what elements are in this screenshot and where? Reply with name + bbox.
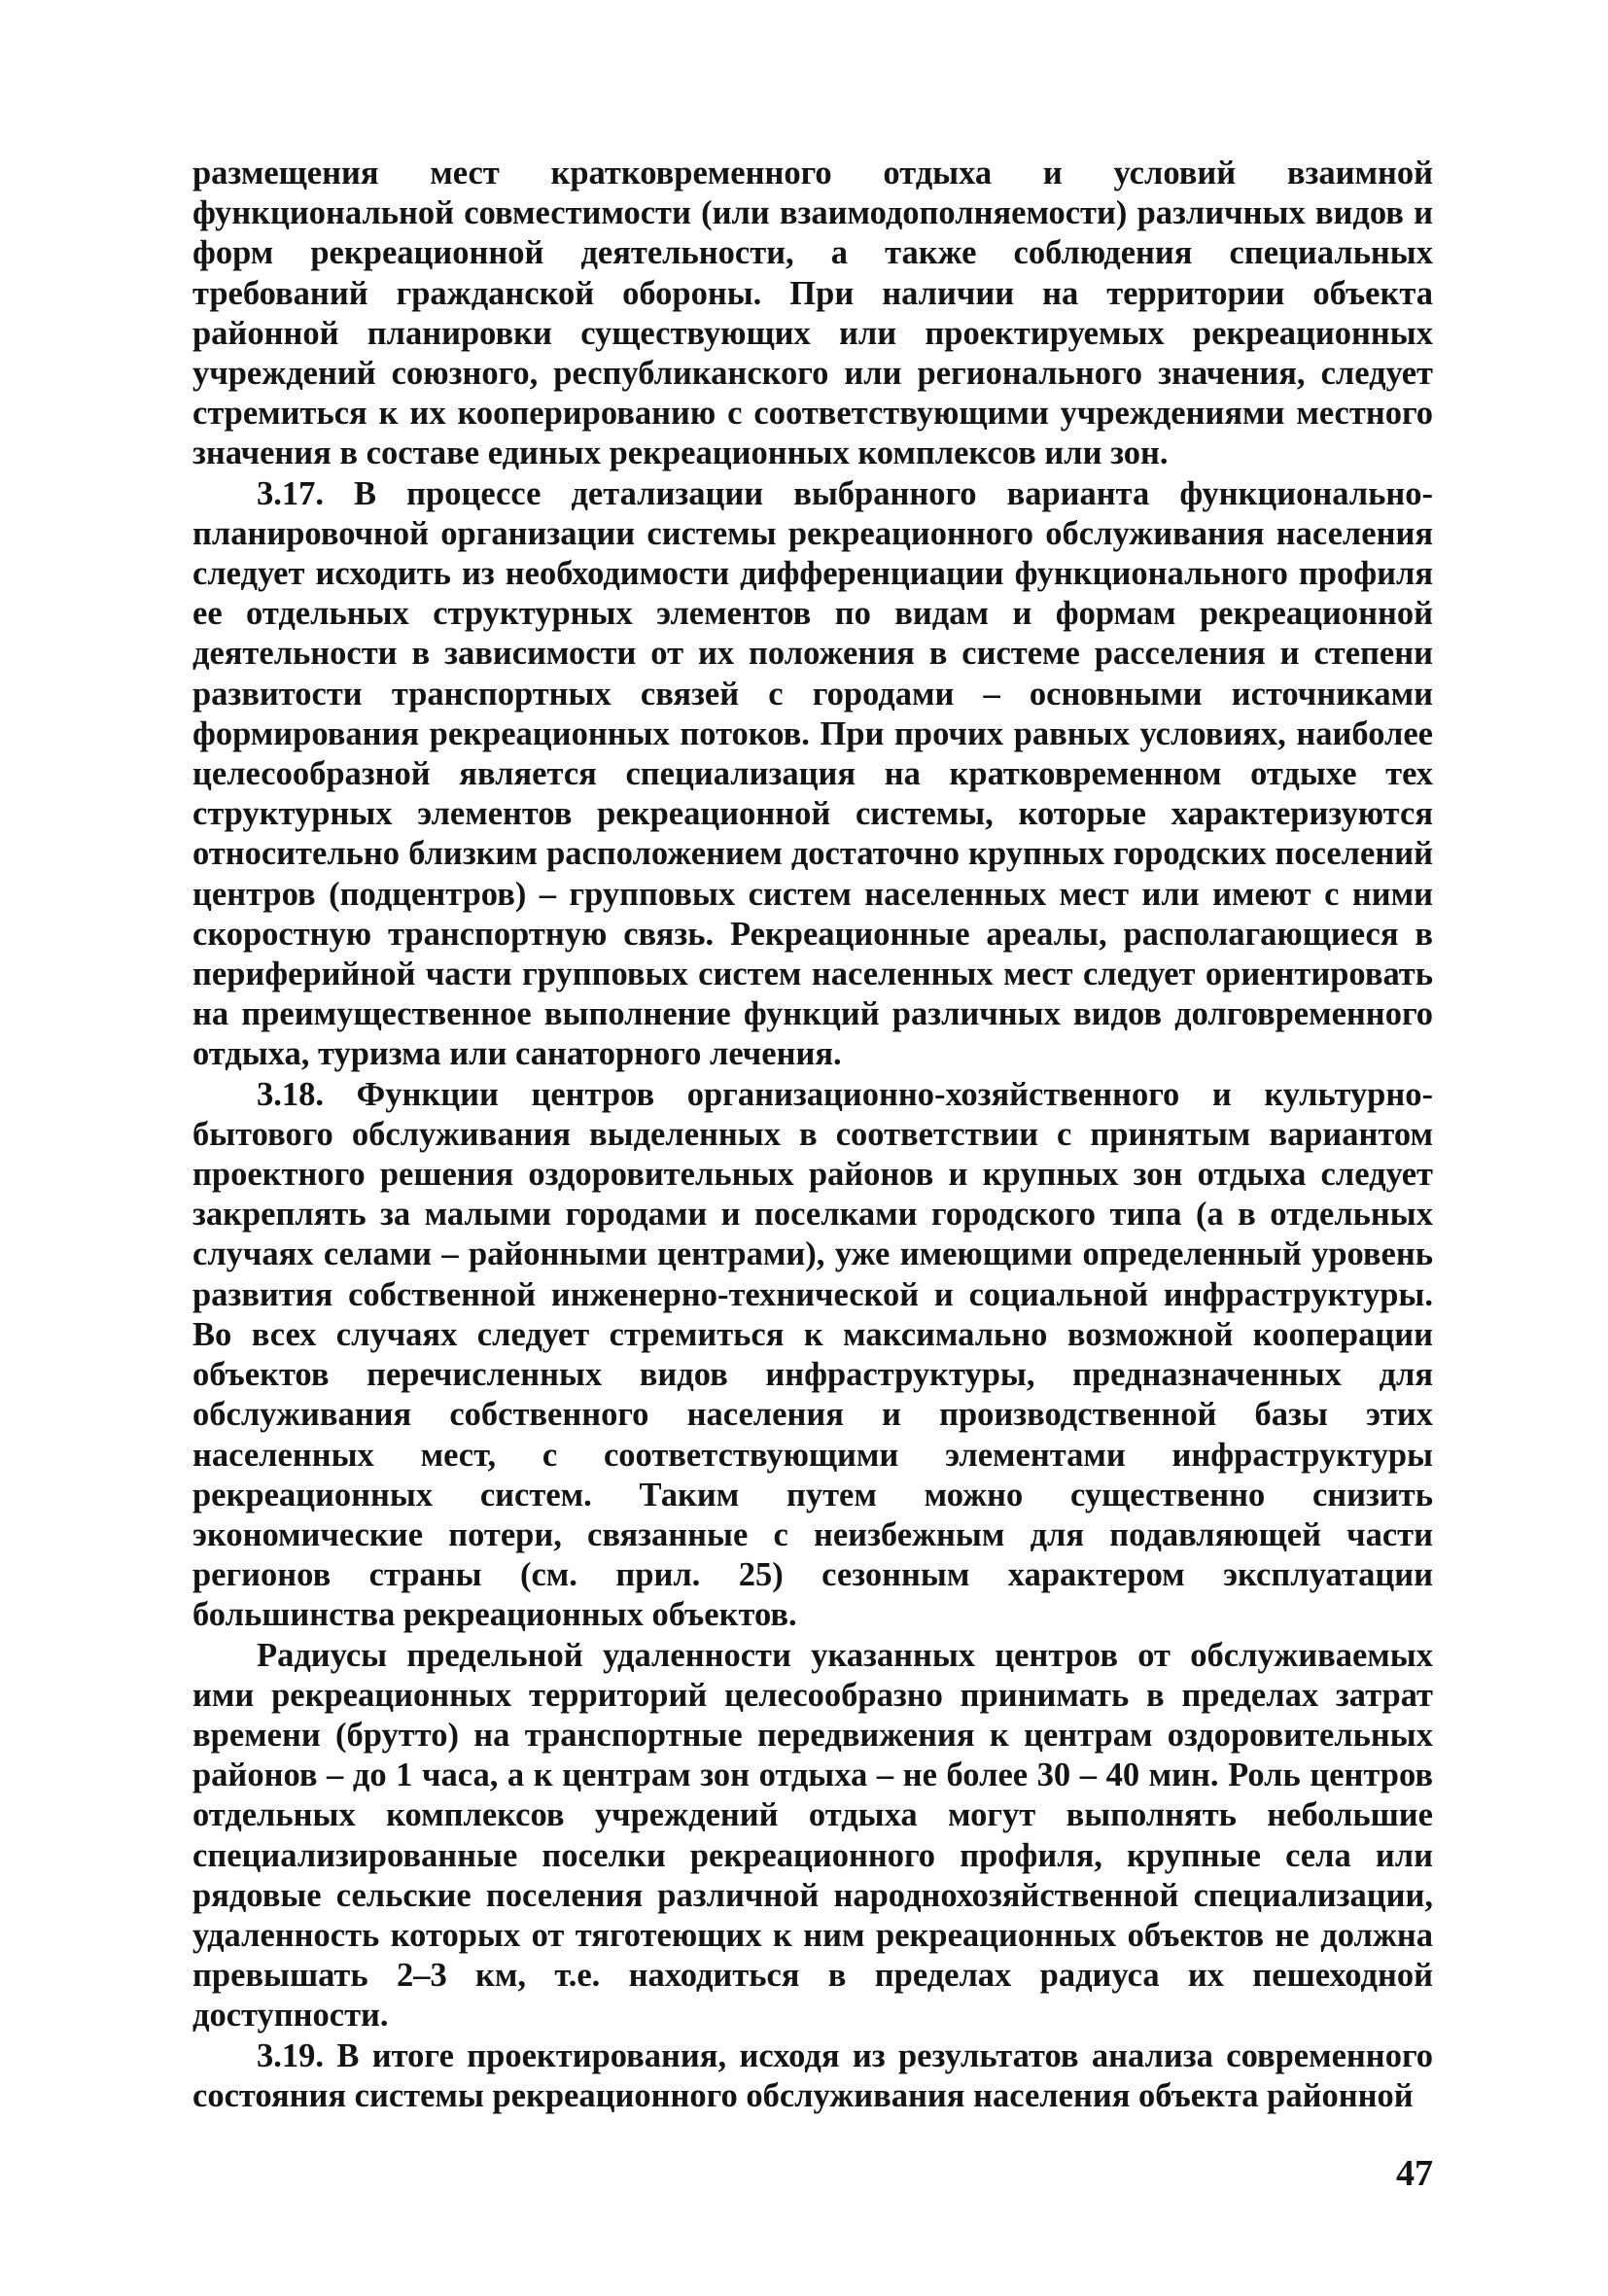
paragraph-3-19: 3.19. В итоге проектирования, исходя из результатов анализа современного состояния системы рекреационного обслуживания населения объекта районной [192, 2036, 1433, 2114]
body-text [192, 154, 1433, 2116]
paragraph-3-17: 3.17. В процессе детализации выбранного варианта функционально-планировочной организации системы рекреационного обслуживания населения следует исходить из необходимости дифференциации функционального профиля ее отдельных структурных элементов по видам и формам рекреационной деятельности в зависимости от их положения в системе расселения и степени развитости транспортных связей с городами – основными источниками формирования рекреационных потоков. При прочих равных условиях, наиболее целесообразной является специализация на кратковременном отдыхе тех структурных элементов рекреационной системы, которые характеризуются относительно близким расположением достаточно крупных городских поселений центров (подцентров) – групповых систем населенных мест или имеют с ними скоростную транспортную связь. Рекреационные ареалы, располагающиеся в периферийной части групповых систем населенных мест следует ориентировать на преимущественное выполнение функций различных видов долговременного отдыха, туризма или санаторного лечения. [192, 474, 1433, 1073]
paragraph-3-18: 3.18. Функции центров организационно-хозяйственного и культурно-бытового обслуживания выделенных в соответствии с принятым вариантом проектного решения оздоровительных районов и крупных зон отдыха следует закреплять за малыми городами и поселками городского типа (а в отдельных случаях селами – районными центрами), уже имеющими определенный уровень развития собственной инженерно-технической и социальной инфраструктуры. Во всех случаях следует стремиться к максимально возможной кооперации объектов перечисленных видов инфраструктуры, предназначенных для обслуживания собственного населения и производственной базы этих населенных мест, с соответствующими элементами инфраструктуры рекреационных систем. Таким путем можно существенно снизить экономические потери, связанные с неизбежным для подавляющей части регионов страны (см. прил. 25) сезонным характером эксплуатации большинства рекреационных объектов. [192, 1075, 1433, 1634]
paragraph-continuation: размещения мест кратковременного отдыха и условий взаимной функциональной совместимости (или взаимодополняемости) различных видов и форм рекреационной деятельности, а также соблюдения специальных требований гражданской обороны. При наличии на территории объекта районной планировки существующих или проектируемых рекреационных учреждений союзного, республиканского или регионального значения, следует стремиться к их кооперированию с соответствующими учреждениями местного значения в составе единых рекреационных комплексов или зон. [192, 155, 1433, 472]
page-number: 47 [1396, 2153, 1433, 2194]
paragraph-radii: Радиусы предельной удаленности указанных центров от обслуживаемых ими рекреационных территорий целесообразно принимать в пределах затрат времени (брутто) на транспортные передвижения к центрам оздоровительных районов – до 1 часа, а к центрам зон отдыха – не более 30 – 40 мин. Роль центров отдельных комплексов учреждений отдыха могут выполнять небольшие специализированные поселки рекреационного профиля, крупные села или рядовые сельские поселения различной народнохозяйственной специализации, удаленность которых от тяготеющих к ним рекреационных объектов не должна превышать 2–3 км, т.е. находиться в пределах радиуса их пешеходной доступности. [192, 1636, 1433, 2035]
